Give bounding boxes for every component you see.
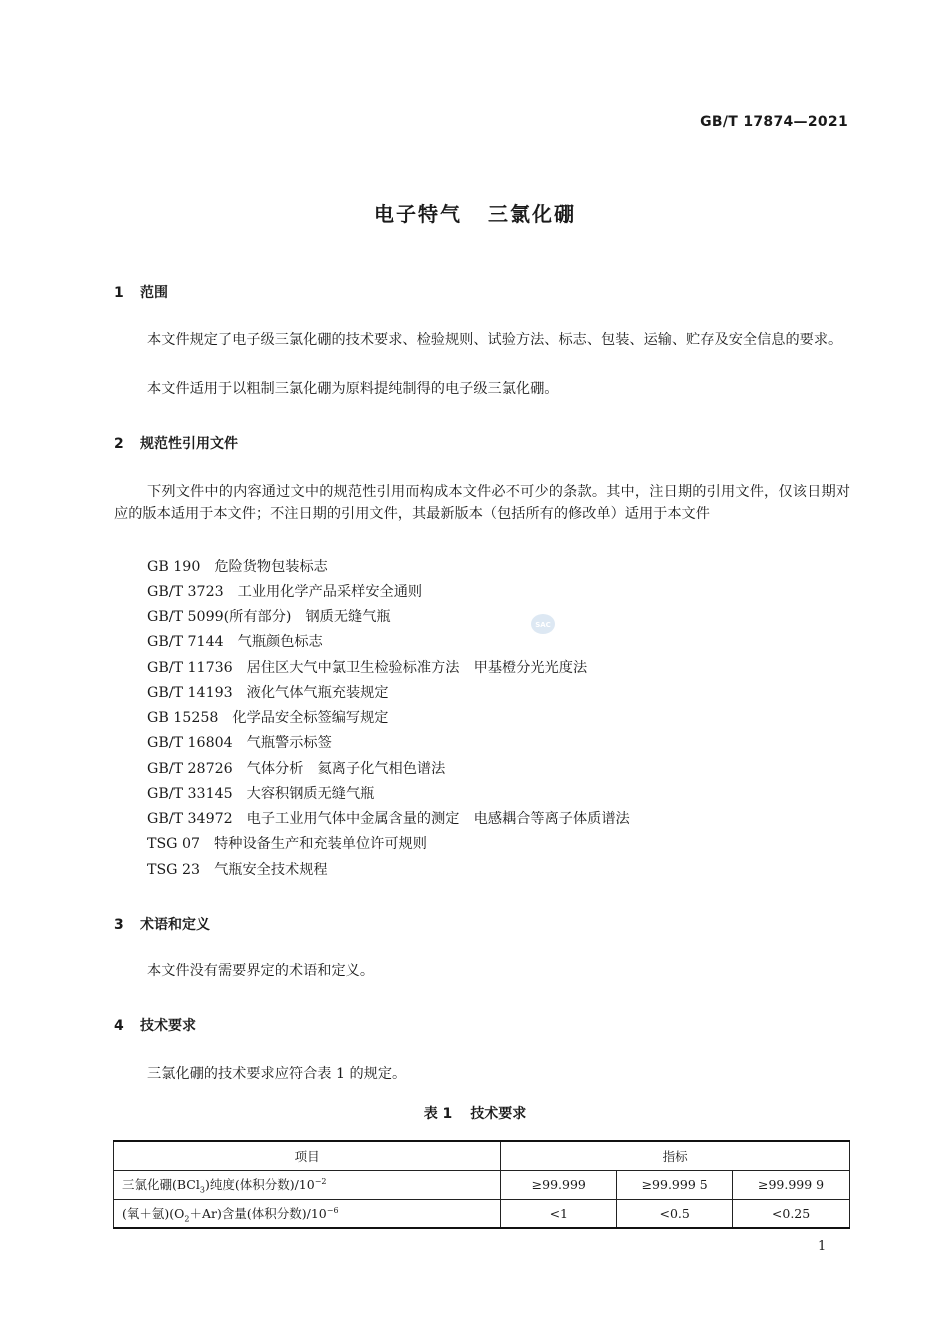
row-item (114, 1170, 501, 1199)
reference-code: GB/T 33145 (147, 786, 233, 802)
row-value: <0.25 (733, 1199, 850, 1228)
section-3-paragraph-1: 本文件没有需要界定的术语和定义。 (147, 963, 375, 979)
title-part2: 三氯化硼 (488, 202, 576, 226)
section-number: 4 (114, 1018, 124, 1034)
header-indicator: 指标 (501, 1141, 850, 1170)
row-value: ≥99.999 (501, 1170, 617, 1199)
reference-item (147, 607, 391, 627)
technical-requirements-table (113, 1140, 850, 1229)
section-4-paragraph-1: 三氯化硼的技术要求应符合表 1 的规定。 (147, 1066, 407, 1082)
reference-name: 电子工业用气体中金属含量的测定 电感耦合等离子体质谱法 (246, 811, 630, 827)
reference-code: GB/T 14193 (147, 685, 233, 701)
reference-name: 大容积钢质无缝气瓶 (246, 786, 375, 802)
page-number: 1 (818, 1239, 827, 1254)
reference-code: GB/T 3723 (147, 584, 224, 600)
section-title: 技术要求 (140, 1018, 196, 1034)
row-item (114, 1199, 501, 1228)
item-superscript: −2 (314, 1176, 327, 1186)
table-row (114, 1199, 850, 1228)
reference-item (147, 733, 332, 753)
reference-name: 居住区大气中氯卫生检验标准方法 甲基橙分光光度法 (246, 660, 588, 676)
watermark-text: SAC (535, 621, 551, 629)
reference-code: GB/T 34972 (147, 811, 233, 827)
reference-name: 气瓶颜色标志 (237, 634, 323, 650)
section-1-heading (114, 282, 168, 302)
header-item: 项目 (114, 1141, 501, 1170)
reference-item (147, 557, 328, 577)
reference-code: GB/T 16804 (147, 735, 233, 751)
reference-code: GB 15258 (147, 710, 219, 726)
section-1-paragraph-1: 本文件规定了电子级三氯化硼的技术要求、检验规则、试验方法、标志、包装、运输、贮存及安全信息的要求。 (147, 332, 843, 348)
table-header-row (114, 1141, 850, 1170)
title-part1: 电子特气 (374, 202, 462, 226)
item-text: (氧＋氩)(O (122, 1205, 185, 1221)
reference-item (147, 809, 630, 829)
section-2-paragraph-1: 下列文件中的内容通过文中的规范性引用而构成本文件必不可少的条款。其中，注日期的引用文件，仅该日期对应的版本适用于本文件；不注日期的引用文件，其最新版本（包括所有的修改单）适用于本文件 (114, 484, 850, 522)
reference-code: TSG 07 (147, 836, 201, 852)
standard-code: GB/T 17874—2021 (700, 114, 848, 130)
row-value: ≥99.999 9 (733, 1170, 850, 1199)
reference-name: 工业用化学产品采样安全通则 (237, 584, 423, 600)
item-superscript: −6 (326, 1205, 339, 1215)
item-text: ＋Ar)含量(体积分数)/10 (189, 1205, 327, 1221)
reference-item (147, 860, 328, 880)
section-number: 3 (114, 917, 124, 933)
reference-item (147, 658, 587, 678)
section-title: 术语和定义 (140, 917, 210, 933)
section-number: 2 (114, 436, 124, 452)
item-text: )纯度(体积分数)/10 (204, 1176, 315, 1192)
document-title (0, 198, 950, 227)
reference-name: 气瓶警示标签 (246, 735, 332, 751)
reference-name: 钢质无缝气瓶 (305, 609, 391, 625)
reference-item (147, 582, 422, 602)
section-3-heading (114, 914, 210, 934)
section-4-heading (114, 1015, 196, 1035)
section-number: 1 (114, 285, 124, 301)
item-subscript: 2 (184, 1214, 190, 1223)
reference-name: 液化气体气瓶充装规定 (246, 685, 389, 701)
reference-name: 气体分析 氦离子化气相色谱法 (246, 761, 446, 777)
reference-code: GB/T 5099(所有部分) (147, 609, 292, 625)
section-title: 规范性引用文件 (140, 436, 238, 452)
reference-code: GB/T 7144 (147, 634, 224, 650)
reference-item (147, 834, 427, 854)
table-row (114, 1170, 850, 1199)
item-subscript: 3 (199, 1185, 205, 1195)
reference-code: GB/T 11736 (147, 660, 233, 676)
reference-name: 特种设备生产和充装单位许可规则 (214, 836, 427, 852)
reference-item (147, 759, 445, 779)
reference-item (147, 708, 388, 728)
row-value: <1 (501, 1199, 617, 1228)
reference-code: GB 190 (147, 559, 201, 575)
reference-code: GB/T 28726 (147, 761, 233, 777)
section-2-heading (114, 433, 238, 453)
reference-name: 化学品安全标签编写规定 (232, 710, 389, 726)
reference-name: 危险货物包装标志 (214, 559, 328, 575)
table-caption (0, 1103, 950, 1123)
reference-item (147, 683, 389, 703)
reference-item (147, 784, 374, 804)
reference-code: TSG 23 (147, 862, 201, 878)
reference-name: 气瓶安全技术规程 (214, 862, 328, 878)
sac-logo-icon (529, 612, 557, 636)
table-caption-number: 表 1 (423, 1106, 453, 1122)
row-value: <0.5 (617, 1199, 733, 1228)
section-1-paragraph-2: 本文件适用于以粗制三氯化硼为原料提纯制得的电子级三氯化硼。 (147, 381, 559, 397)
item-text: 三氯化硼(BCl (122, 1176, 200, 1192)
section-title: 范围 (140, 285, 168, 301)
reference-item (147, 632, 323, 652)
table-caption-title: 技术要求 (470, 1106, 527, 1122)
row-value: ≥99.999 5 (617, 1170, 733, 1199)
